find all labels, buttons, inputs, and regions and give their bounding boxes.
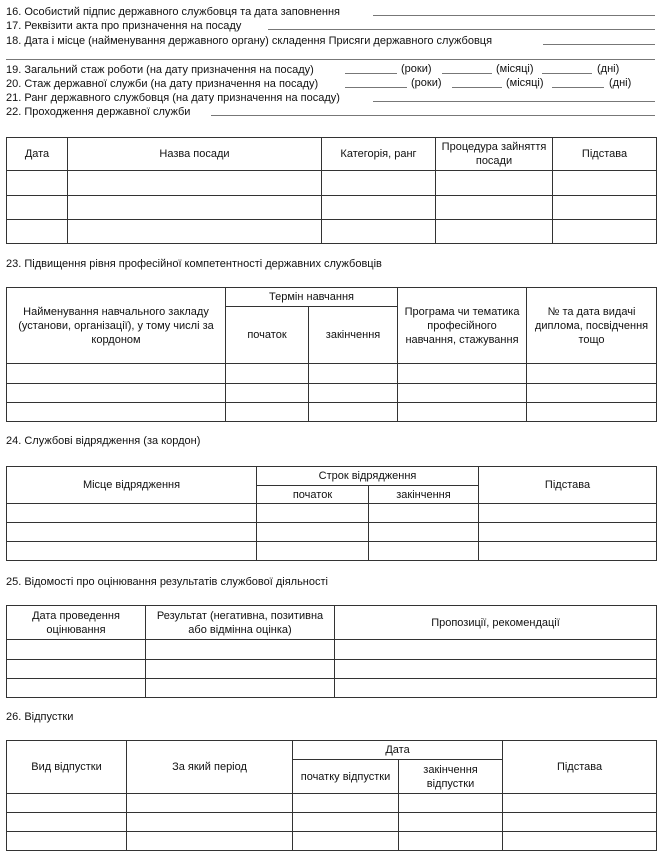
section-26-title: 26. Відпустки <box>6 711 74 723</box>
vacations-table <box>6 740 657 851</box>
table-row <box>7 542 657 561</box>
table-row <box>7 679 657 698</box>
header-basis: Підстава <box>479 467 657 504</box>
table-row <box>7 504 657 523</box>
field-20-label: 20. Стаж державної служби (на дату призначення на посаду) <box>6 78 319 90</box>
header-end: закінчення <box>309 307 398 364</box>
field-20-years-label: (роки) <box>411 77 442 89</box>
header-position: Назва посади <box>68 138 322 171</box>
header-date: Дата <box>293 741 503 760</box>
header-proposals: Пропозиції, рекомендації <box>335 606 657 640</box>
field-17-label: 17. Реквізити акта про призначення на посаду <box>6 20 242 32</box>
field-21-line[interactable] <box>373 91 655 102</box>
header-procedure: Процедура зайняття посади <box>436 138 553 171</box>
header-term: Термін навчання <box>226 288 398 307</box>
field-19-label: 19. Загальний стаж роботи (на дату призначення на посаду) <box>6 64 314 76</box>
field-22-label: 22. Проходження державної служби <box>6 106 191 118</box>
table-row <box>7 384 657 403</box>
header-start: початку відпустки <box>293 760 399 794</box>
field-21-label: 21. Ранг державного службовця (на дату призначення на посаду) <box>6 92 340 104</box>
field-19-years-label: (роки) <box>401 63 432 75</box>
training-table <box>6 287 657 422</box>
header-start: початок <box>257 486 369 504</box>
field-20-months-line[interactable] <box>452 77 502 88</box>
header-eval-date: Дата проведення оцінювання <box>7 606 146 640</box>
section-24-title: 24. Службові відрядження (за кордон) <box>6 435 201 447</box>
field-20-months-label: (місяці) <box>506 77 544 89</box>
header-date: Дата <box>7 138 68 171</box>
table-row <box>7 813 657 832</box>
header-diploma: № та дата видачі диплома, посвідчення тощо <box>527 288 657 364</box>
field-19-months-label: (місяці) <box>496 63 534 75</box>
field-18-line[interactable] <box>543 34 655 45</box>
header-place: Місце відрядження <box>7 467 257 504</box>
field-17-line[interactable] <box>268 19 655 30</box>
header-term: Строк відрядження <box>257 467 479 486</box>
table-row <box>7 196 657 220</box>
header-basis: Підстава <box>503 741 657 794</box>
table-row <box>7 220 657 244</box>
field-19-days-label: (дні) <box>597 63 620 75</box>
field-20-days-label: (дні) <box>609 77 632 89</box>
field-18-label: 18. Дата і місце (найменування державного органу) складення Присяги державного службовця <box>6 35 493 47</box>
header-period: За який період <box>127 741 293 794</box>
field-16-label: 16. Особистий підпис державного службовця та дата заповнення <box>6 6 341 18</box>
table-row <box>7 660 657 679</box>
table-row <box>7 640 657 660</box>
table-row <box>7 832 657 851</box>
table-row <box>7 364 657 384</box>
header-program: Програма чи тематика професійного навчання, стажування <box>398 288 527 364</box>
field-18-line-2[interactable] <box>6 49 655 60</box>
field-22-line[interactable] <box>211 105 655 116</box>
field-19-years-line[interactable] <box>345 63 397 74</box>
section-23-title: 23. Підвищення рівня професійної компетентності державних службовців <box>6 258 382 270</box>
header-end: закінчення відпустки <box>399 760 503 794</box>
header-basis: Підстава <box>553 138 657 171</box>
header-start: початок <box>226 307 309 364</box>
business-trips-table <box>6 466 657 561</box>
header-result: Результат (негативна, позитивна або відмінна оцінка) <box>146 606 335 640</box>
field-19-days-line[interactable] <box>542 63 592 74</box>
section-25-title: 25. Відомості про оцінювання результатів службової діяльності <box>6 576 328 588</box>
field-19-months-line[interactable] <box>442 63 492 74</box>
table-row <box>7 794 657 813</box>
table-row <box>7 171 657 196</box>
header-end: закінчення <box>369 486 479 504</box>
table-row <box>7 523 657 542</box>
service-history-table <box>6 137 657 244</box>
header-category: Категорія, ранг <box>322 138 436 171</box>
evaluation-table <box>6 605 657 698</box>
table-row <box>7 403 657 422</box>
header-kind: Вид відпустки <box>7 741 127 794</box>
field-20-days-line[interactable] <box>552 77 604 88</box>
header-institution: Найменування навчального закладу (установи, організації), у тому числі за кордоном <box>7 288 226 364</box>
field-20-years-line[interactable] <box>345 77 407 88</box>
field-16-line[interactable] <box>373 5 655 16</box>
